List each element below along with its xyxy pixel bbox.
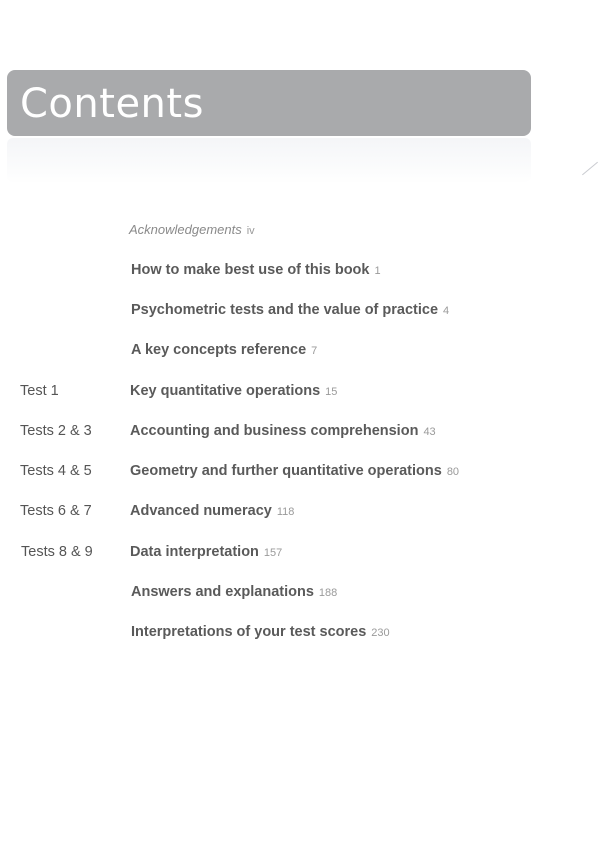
- toc-entry-text: [131, 339, 317, 362]
- toc-entry-text: [131, 621, 390, 644]
- toc-page-number: iv: [246, 225, 255, 237]
- toc-entry-psychometric: [0, 299, 600, 321]
- toc-entry-answers: [0, 581, 600, 603]
- toc-page-number: 80: [446, 466, 460, 478]
- toc-page-number: 43: [423, 426, 436, 438]
- toc-entry-title: A key concepts reference: [131, 342, 307, 358]
- toc-entry-text: [129, 219, 255, 242]
- toc-entry-text: [130, 541, 282, 564]
- toc-entry-text: [131, 299, 449, 322]
- toc-entry-tests-8-9: [0, 541, 600, 563]
- toc-page-number: 230: [371, 627, 390, 639]
- toc-test-label: Tests 2 & 3: [20, 423, 92, 439]
- toc-entry-best-use: [0, 259, 600, 281]
- toc-page-number: 157: [263, 547, 283, 559]
- toc-entry-tests-2-3: [0, 420, 600, 442]
- toc-entry-key-concepts: [0, 339, 600, 361]
- toc-entry-title: Answers and explanations: [131, 584, 314, 600]
- toc-page-number: 188: [318, 587, 338, 599]
- toc-page-number: 15: [325, 386, 338, 398]
- toc-entry-text: [130, 460, 459, 483]
- toc-entry-title: Acknowledgements: [129, 222, 242, 237]
- toc-test-label: Tests 8 & 9: [21, 544, 93, 560]
- toc-entry-text: [131, 581, 337, 604]
- toc-entry-title: How to make best use of this book: [131, 262, 370, 278]
- toc-entry-title: Data interpretation: [130, 544, 259, 560]
- toc-entry-text: [131, 259, 381, 282]
- page-title: Contents: [20, 81, 204, 127]
- toc-entry-tests-4-5: [0, 460, 600, 482]
- toc-entry-acknowledgements: [0, 219, 600, 241]
- toc-test-label: Test 1: [20, 383, 59, 399]
- toc-page-number: 1: [374, 265, 381, 277]
- toc-entry-text: [130, 500, 294, 523]
- toc-entry-tests-6-7: [0, 500, 600, 522]
- toc-entry-title: Interpretations of your test scores: [131, 624, 367, 640]
- toc-page-number: 7: [311, 345, 318, 357]
- toc-entry-title: Key quantitative operations: [130, 383, 321, 399]
- toc-entry-interpretations: [0, 621, 600, 643]
- toc-entry-title: Accounting and business comprehension: [130, 423, 419, 439]
- toc-entry-text: [130, 420, 436, 443]
- toc-test-label: Tests 4 & 5: [20, 463, 92, 479]
- toc-entry-text: [130, 380, 337, 403]
- toc-test-label: Tests 6 & 7: [20, 503, 92, 519]
- toc-entry-test-1: [0, 380, 600, 402]
- toc-entry-title: Geometry and further quantitative operations: [130, 463, 442, 479]
- toc-entry-title: Psychometric tests and the value of practice: [131, 302, 439, 318]
- toc-page-number: 4: [443, 305, 450, 317]
- toc-page-number: 118: [276, 506, 295, 518]
- toc-entry-title: Advanced numeracy: [130, 503, 272, 519]
